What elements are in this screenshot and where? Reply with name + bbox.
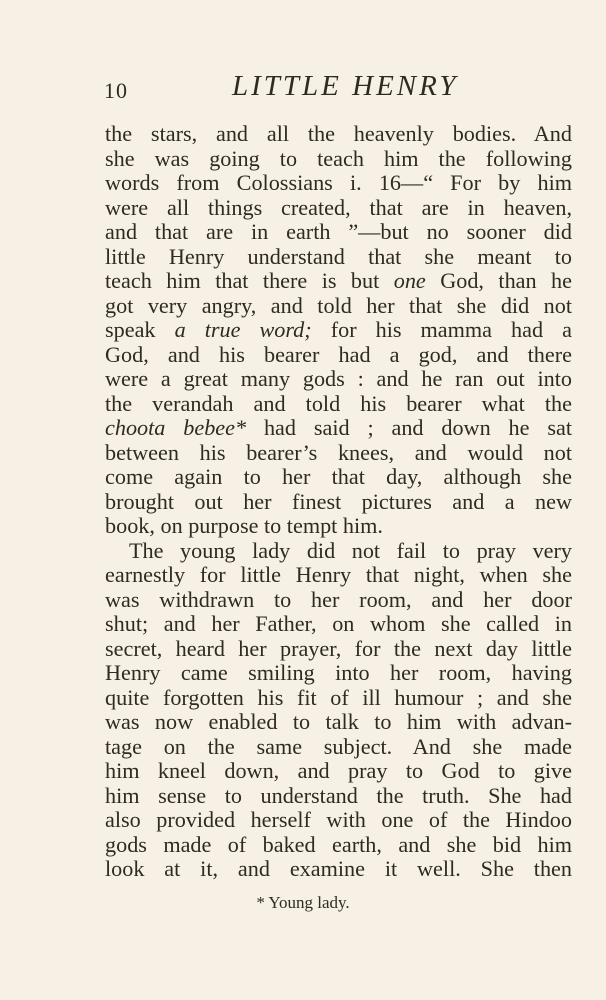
text-line: earnestly for little Henry that night, when she (105, 562, 572, 587)
text-line: the stars, and all the heavenly bodies. And (105, 121, 572, 146)
text-line: come again to her that day, although she (105, 464, 572, 489)
text-line: tage on the same subject. And she made (105, 733, 572, 759)
text-line: words from Colossians i. 16—“ For by him (105, 170, 572, 195)
text-line: book, on purpose to tempt him. (105, 513, 383, 538)
text-line: shut; and her Father, on whom she called in (105, 611, 572, 636)
italic-emphasis: one (393, 268, 426, 293)
text-line (105, 269, 572, 294)
page-number: 10 (104, 78, 128, 103)
text-line: God, and his bearer had a god, and there (105, 341, 572, 367)
text-line: him sense to understand the truth. She had (105, 782, 572, 808)
text-line (105, 416, 572, 441)
footnote: * Young lady. (256, 893, 350, 912)
text-line: little Henry understand that she meant to (105, 243, 572, 269)
page-header (0, 70, 606, 110)
text-segment: had said ; and down he sat (246, 415, 572, 440)
text-line (105, 318, 572, 343)
text-line: and that are in earth ”—but no sooner did (105, 219, 572, 244)
text-line: also provided herself with one of the Hindoo (105, 807, 572, 832)
italic-emphasis: a true word; (174, 317, 312, 342)
text-line: she was going to teach him the following (105, 145, 572, 171)
text-line: the verandah and told his bearer what the (105, 390, 572, 416)
text-segment: speak (105, 317, 175, 342)
italic-emphasis: choota bebee* (105, 415, 247, 440)
text-line: gods made of baked earth, and she bid him (105, 831, 572, 857)
text-line: Henry came smiling into her room, having (105, 660, 572, 685)
text-segment: teach him that there is but (105, 268, 394, 293)
body-text (105, 122, 572, 882)
text-line: brought out her finest pictures and a new (105, 488, 572, 514)
text-segment: God, than he (425, 268, 572, 293)
text-line: secret, heard her prayer, for the next day little (105, 635, 572, 661)
text-line: was now enabled to talk to him with advan- (105, 709, 572, 734)
running-head: LITTLE HENRY (232, 70, 459, 102)
text-line: The young lady did not fail to pray very (129, 537, 572, 563)
text-segment: for his mamma had a (311, 317, 572, 342)
text-line: were a great many gods : and he ran out into (105, 366, 572, 391)
text-line: him kneel down, and pray to God to give (105, 758, 572, 783)
text-line: got very angry, and told her that she did not (105, 292, 572, 318)
text-line: were all things created, that are in heaven, (105, 194, 572, 220)
text-line: look at it, and examine it well. She then (105, 856, 572, 881)
text-line: quite forgotten his fit of ill humour ; and she (105, 684, 572, 710)
text-line: was withdrawn to her room, and her door (105, 586, 572, 612)
text-line: between his bearer’s knees, and would not (105, 439, 572, 465)
